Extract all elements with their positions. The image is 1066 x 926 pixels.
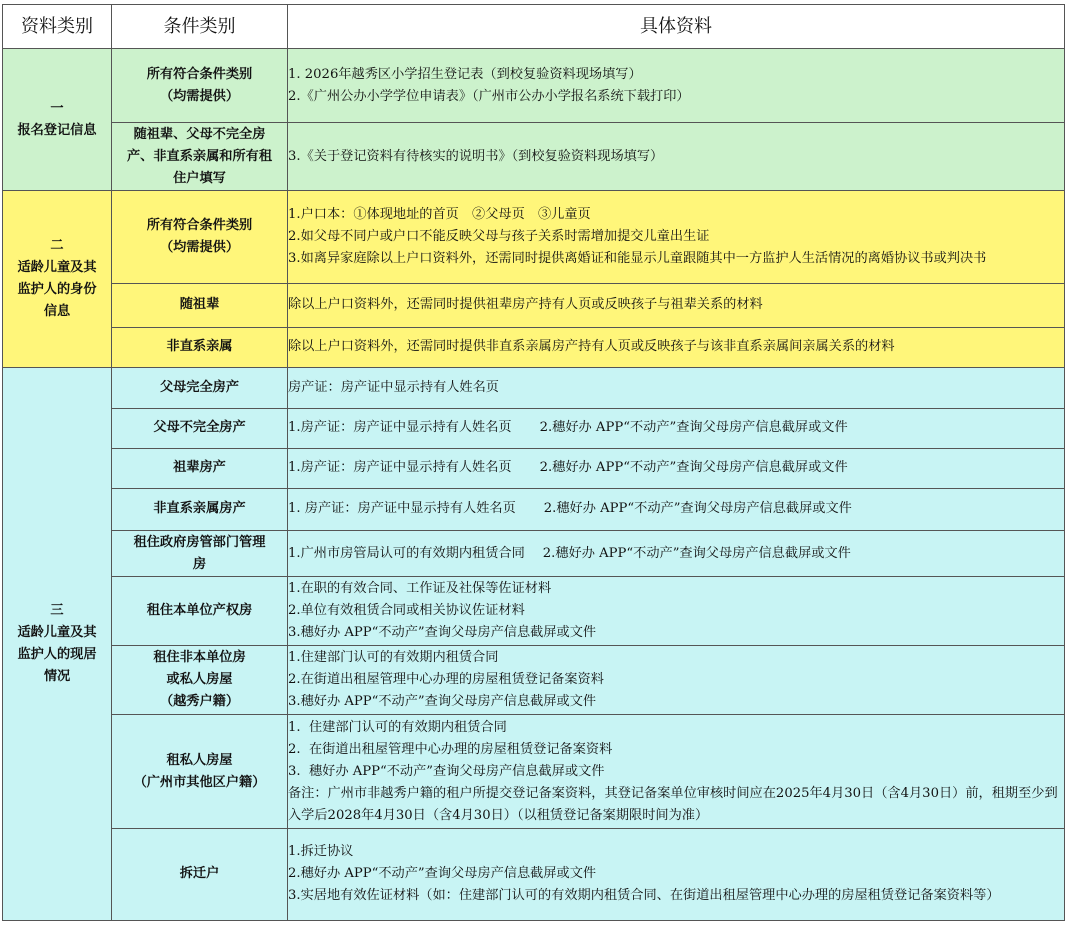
table-row: [3, 828, 1065, 920]
details-cell: 1.户口本：①体现地址的首页 ②父母页 ③儿童页 2.如父母不同户或户口不能反映父母与孩子关系时需增加提交儿童出生证 3.如离异家庭除以上户口资料外，还需同时提供离婚证和能显示儿童跟随其中一方监护人生活情况的离婚协议书或判决书: [288, 191, 1065, 283]
table-row: [3, 488, 1065, 530]
header-details: 具体资料: [288, 5, 1065, 49]
details-cell: 3.《关于登记资料有待核实的说明书》（到校复验资料现场填写）: [288, 123, 1065, 191]
section-2-label: 二 适龄儿童及其 监护人的身份 信息: [3, 191, 112, 367]
details-cell: 1.房产证：房产证中显示持有人姓名页 2.穗好办 APP“不动产”查询父母房产信息截屏或文件: [288, 408, 1065, 448]
table-row: [3, 715, 1065, 828]
details-cell: 1. 住建部门认可的有效期内租赁合同 2. 在街道出租屋管理中心办理的房屋租赁登记备案资料 3. 穗好办 APP“不动产”查询父母房产信息截屏或文件 备注：广州市非越秀户籍的租户所提交登记备案资料，其登记备案单位审核时间应在2025年4月30日（含4月30日）前，租期至少到入学后2028年4月30日（含4月30日）（以租赁登记备案期限时间为准）: [288, 715, 1065, 828]
header-condition: 条件类别: [112, 5, 288, 49]
details-cell: 1.拆迁协议 2.穗好办 APP“不动产”查询父母房产信息截屏或文件 3.实居地有效佐证材料（如：住建部门认可的有效期内租赁合同、在街道出租屋管理中心办理的房屋租赁登记备案资料等）: [288, 828, 1065, 920]
details-cell: 除以上户口资料外，还需同时提供非直系亲属房产持有人页或反映孩子与该非直系亲属间亲属关系的材料: [288, 327, 1065, 367]
condition-cell: 租住非本单位房 或私人房屋 （越秀户籍）: [112, 646, 288, 715]
details-cell: 1.广州市房管局认可的有效期内租赁合同 2.穗好办 APP“不动产”查询父母房产信息截屏或文件: [288, 531, 1065, 577]
condition-cell: 父母完全房产: [112, 367, 288, 408]
materials-table: [2, 4, 1065, 921]
condition-cell: 父母不完全房产: [112, 408, 288, 448]
header-category: 资料类别: [3, 5, 112, 49]
details-cell: 1.在职的有效合同、工作证及社保等佐证材料 2.单位有效租赁合同或相关协议佐证材料 3.穗好办 APP“不动产”查询父母房产信息截屏或文件: [288, 577, 1065, 646]
details-cell: 房产证：房产证中显示持有人姓名页: [288, 367, 1065, 408]
table-row: [3, 408, 1065, 448]
table-row: [3, 327, 1065, 367]
table-row: [3, 531, 1065, 577]
condition-cell: 拆迁户: [112, 828, 288, 920]
condition-cell: 租私人房屋 （广州市其他区户籍）: [112, 715, 288, 828]
condition-cell: 随祖辈、父母不完全房 产、非直系亲属和所有租 住户填写: [112, 123, 288, 191]
table-row: [3, 49, 1065, 123]
condition-cell: 祖辈房产: [112, 448, 288, 488]
details-cell: 除以上户口资料外，还需同时提供祖辈房产持有人页或反映孩子与祖辈关系的材料: [288, 283, 1065, 327]
condition-cell: 租住本单位产权房: [112, 577, 288, 646]
table-row: [3, 283, 1065, 327]
table-row: [3, 448, 1065, 488]
condition-cell: 所有符合条件类别 （均需提供）: [112, 49, 288, 123]
table-row: [3, 367, 1065, 408]
table-row: [3, 646, 1065, 715]
condition-cell: 非直系亲属房产: [112, 488, 288, 530]
section-1-label: 一 报名登记信息: [3, 49, 112, 191]
header-row: [3, 5, 1065, 49]
table-row: [3, 123, 1065, 191]
condition-cell: 租住政府房管部门管理 房: [112, 531, 288, 577]
condition-cell: 所有符合条件类别 （均需提供）: [112, 191, 288, 283]
details-cell: 1. 2026年越秀区小学招生登记表（到校复验资料现场填写） 2.《广州公办小学学位申请表》（广州市公办小学报名系统下载打印）: [288, 49, 1065, 123]
table-row: [3, 191, 1065, 283]
details-cell: 1.房产证：房产证中显示持有人姓名页 2.穗好办 APP“不动产”查询父母房产信息截屏或文件: [288, 448, 1065, 488]
details-cell: 1. 房产证：房产证中显示持有人姓名页 2.穗好办 APP“不动产”查询父母房产信息截屏或文件: [288, 488, 1065, 530]
table-row: [3, 577, 1065, 646]
condition-cell: 非直系亲属: [112, 327, 288, 367]
details-cell: 1.住建部门认可的有效期内租赁合同 2.在街道出租屋管理中心办理的房屋租赁登记备案资料 3.穗好办 APP“不动产”查询父母房产信息截屏或文件: [288, 646, 1065, 715]
condition-cell: 随祖辈: [112, 283, 288, 327]
section-3-label: 三 适龄儿童及其 监护人的现居 情况: [3, 367, 112, 920]
